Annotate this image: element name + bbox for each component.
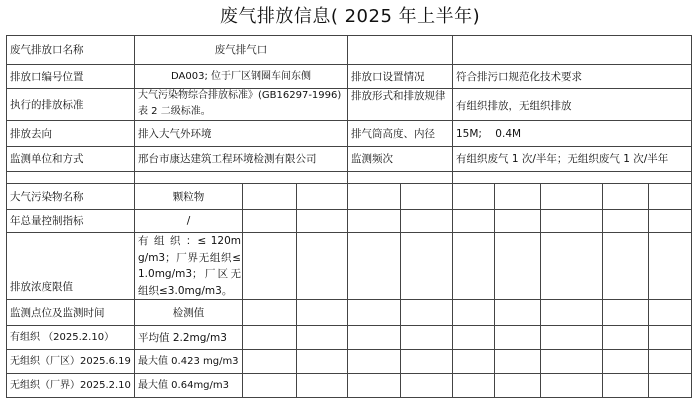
limit-label: 排放浓度限值 [10,281,73,293]
standard-value: 大气污染物综合排放标准》(GB16297-1996)表 2 二级标准。 [138,90,342,117]
outlet-no-value: DA003; 位于厂区钢圈车间东侧 [171,71,311,82]
result-row-value: 最大值 0.64mg/m3 [138,380,230,391]
outlet-name-label: 废气排放口名称 [10,44,84,56]
pollutant-name-label: 大气污染物名称 [10,190,84,203]
result-row-label: 无组织（厂区）2025.6.19 [10,356,131,367]
monitor-point-value: 检测值 [172,306,205,319]
monitor-point-label: 监测点位及监测时间 [10,306,105,319]
limit-value: 有 组 织 ：≤ 120mg/m3；厂界无组织≤1.0mg/m3；厂区无组织≤3.0mg/m3。 [138,235,241,297]
direction-label: 排放去向 [10,127,52,140]
result-row-label: 无组织（厂界）2025.2.10 [10,380,131,391]
pollutant-name-value: 颗粒物 [172,190,205,203]
monitor-org-label: 监测单位和方式 [10,153,84,165]
result-row-value: 最大值 0.423 mg/m3 [138,356,239,367]
result-row-label: 有组织 （2025.2.10） [10,332,115,343]
total-control-value: / [186,215,191,227]
monitor-org-value: 邢台市康达建筑工程环境检测有限公司 [138,153,317,165]
outlet-setting-label: 排放口设置情况 [351,70,425,83]
direction-value: 排入大气外环境 [138,127,212,140]
emission-form-label: 排放形式和排放规律 [351,90,446,102]
outlet-name-value: 废气排气口 [214,44,268,56]
frequency-label: 监测频次 [351,153,393,165]
emission-form-value: 有组织排放，无组织排放 [456,100,572,112]
outlet-no-label: 排放口编号位置 [10,70,84,83]
total-control-label: 年总量控制指标 [10,215,84,227]
stack-label: 排气筒高度、内径 [351,127,435,140]
outlet-setting-value: 符合排污口规范化技术要求 [456,70,582,83]
stack-value: 15M; 0.4M [456,127,522,140]
frequency-value: 有组织废气 1 次/半年；无组织废气 1 次/半年 [456,153,669,165]
result-row-value: 平均值 2.2mg/m3 [138,331,227,344]
standard-label: 执行的排放标准 [10,98,84,111]
page-title: 废气排放信息( 2025 年上半年) [219,6,481,27]
